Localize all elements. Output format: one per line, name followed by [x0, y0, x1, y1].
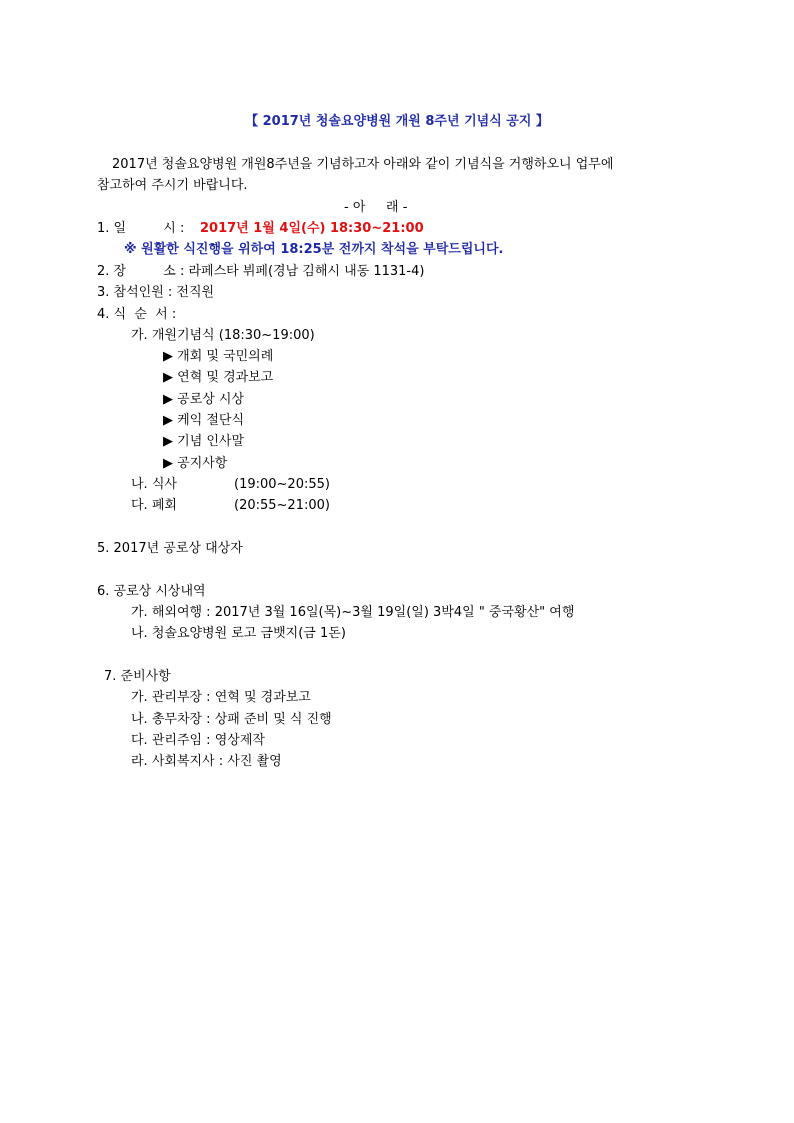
prep-item: 가. 관리부장 : 연혁 및 경과보고: [131, 690, 311, 705]
order-step: ▶ 공로상 시상: [163, 392, 245, 407]
intro-line-1: 2017년 청솔요양병원 개원8주년을 기념하고자 아래와 같이 기념식을 거행하오니 업무에: [112, 157, 614, 172]
order-close-time: (20:55~21:00): [234, 498, 330, 513]
page-title: 【 2017년 청솔요양병원 개원 8주년 기념식 공지 】: [245, 114, 549, 129]
attendees-line: 3. 참석인원 : 전직원: [97, 285, 215, 300]
order-step: ▶ 공지사항: [163, 456, 228, 471]
order-step: ▶ 연혁 및 경과보고: [163, 370, 274, 385]
award-badge: 나. 청솔요양병원 로고 금뱃지(금 1돈): [131, 626, 346, 641]
order-step: ▶ 기념 인사말: [163, 434, 245, 449]
order-heading: 4. 식 순 서 :: [97, 307, 177, 322]
award-heading: 6. 공로상 시상내역: [97, 584, 206, 599]
prep-item: 나. 총무차장 : 상패 준비 및 식 진행: [131, 712, 332, 727]
order-meal-label: 나. 식사: [131, 477, 177, 492]
prep-item: 라. 사회복지사 : 사진 촬영: [131, 754, 282, 769]
order-step: ▶ 케익 절단식: [163, 413, 245, 428]
date-label: 1. 일 시 :: [97, 221, 185, 236]
order-ceremony: 가. 개원기념식 (18:30~19:00): [131, 328, 315, 343]
date-value: 2017년 1월 4일(수) 18:30~21:00: [200, 221, 424, 236]
order-close-label: 다. 폐회: [131, 498, 177, 513]
order-meal-time: (19:00~20:55): [234, 477, 330, 492]
order-step: ▶ 개회 및 국민의례: [163, 349, 274, 364]
seating-note: ※ 원활한 식진행을 위하여 18:25분 전까지 착석을 부탁드립니다.: [124, 242, 504, 257]
intro-line-2: 참고하여 주시기 바랍니다.: [97, 178, 248, 193]
award-trip: 가. 해외여행 : 2017년 3월 16일(목)~3월 19일(일) 3박4일 " 중국황산" 여행: [131, 605, 575, 620]
place-line: 2. 장 소 : 라페스타 뷔페(경남 김해시 내동 1131-4): [97, 264, 425, 279]
notice-heading: - 아 래 -: [344, 200, 408, 215]
prep-item: 다. 관리주임 : 영상제작: [131, 733, 265, 748]
awardee-heading: 5. 2017년 공로상 대상자: [97, 541, 243, 556]
prep-heading: 7. 준비사항: [104, 669, 171, 684]
